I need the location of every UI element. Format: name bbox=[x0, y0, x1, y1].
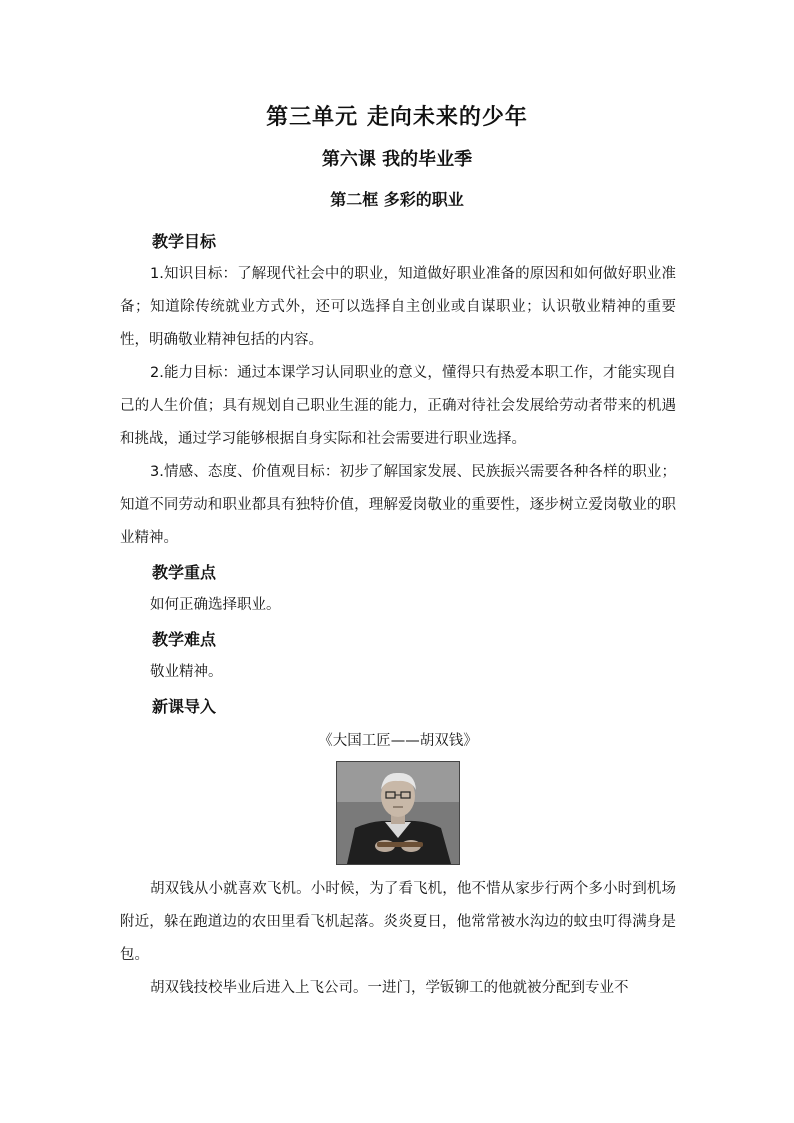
objectives-heading: 教学目标 bbox=[152, 232, 217, 251]
document-body bbox=[120, 226, 676, 1005]
objective-knowledge: 1.知识目标：了解现代社会中的职业，知道做好职业准备的原因和如何做好职业准备；知道除传统就业方式外，还可以选择自主创业或自谋职业；认识敬业精神的重要性，明确敬业精神包括的内容。 bbox=[120, 266, 676, 348]
intro-heading: 新课导入 bbox=[152, 697, 217, 716]
objective-attitude: 3.情感、态度、价值观目标：初步了解国家发展、民族振兴需要各种各样的职业；知道不同劳动和职业都具有独特价值，理解爱岗敬业的重要性，逐步树立爱岗敬业的职业精神。 bbox=[120, 464, 676, 546]
lesson-title: 第六课 我的毕业季 bbox=[321, 149, 473, 170]
intro-paragraph-2: 胡双钱技校毕业后进入上飞公司。一进门，学钣铆工的他就被分配到专业不 bbox=[150, 980, 629, 996]
intro-caption: 《大国工匠——胡双钱》 bbox=[318, 733, 478, 749]
key-points-text: 如何正确选择职业。 bbox=[150, 597, 281, 613]
objective-ability: 2.能力目标：通过本课学习认同职业的意义，懂得只有热爱本职工作，才能实现自己的人生价值；具有规划自己职业生涯的能力，正确对待社会发展给劳动者带来的机遇和挑战，通过学习能够根据自身实际和社会需要进行职业选择。 bbox=[120, 365, 676, 447]
portrait-photo-icon bbox=[336, 761, 460, 865]
frame-title: 第二框 多彩的职业 bbox=[330, 190, 464, 209]
key-points-heading: 教学重点 bbox=[152, 563, 217, 582]
difficulties-heading: 教学难点 bbox=[152, 630, 217, 649]
intro-paragraph-1: 胡双钱从小就喜欢飞机。小时候，为了看飞机，他不惜从家步行两个多小时到机场附近，躲在跑道边的农田里看飞机起落。炎炎夏日，他常常被水沟边的蚊虫叮得满身是包。 bbox=[120, 881, 676, 963]
difficulties-text: 敬业精神。 bbox=[150, 664, 223, 680]
unit-title: 第三单元 走向未来的少年 bbox=[266, 105, 528, 130]
